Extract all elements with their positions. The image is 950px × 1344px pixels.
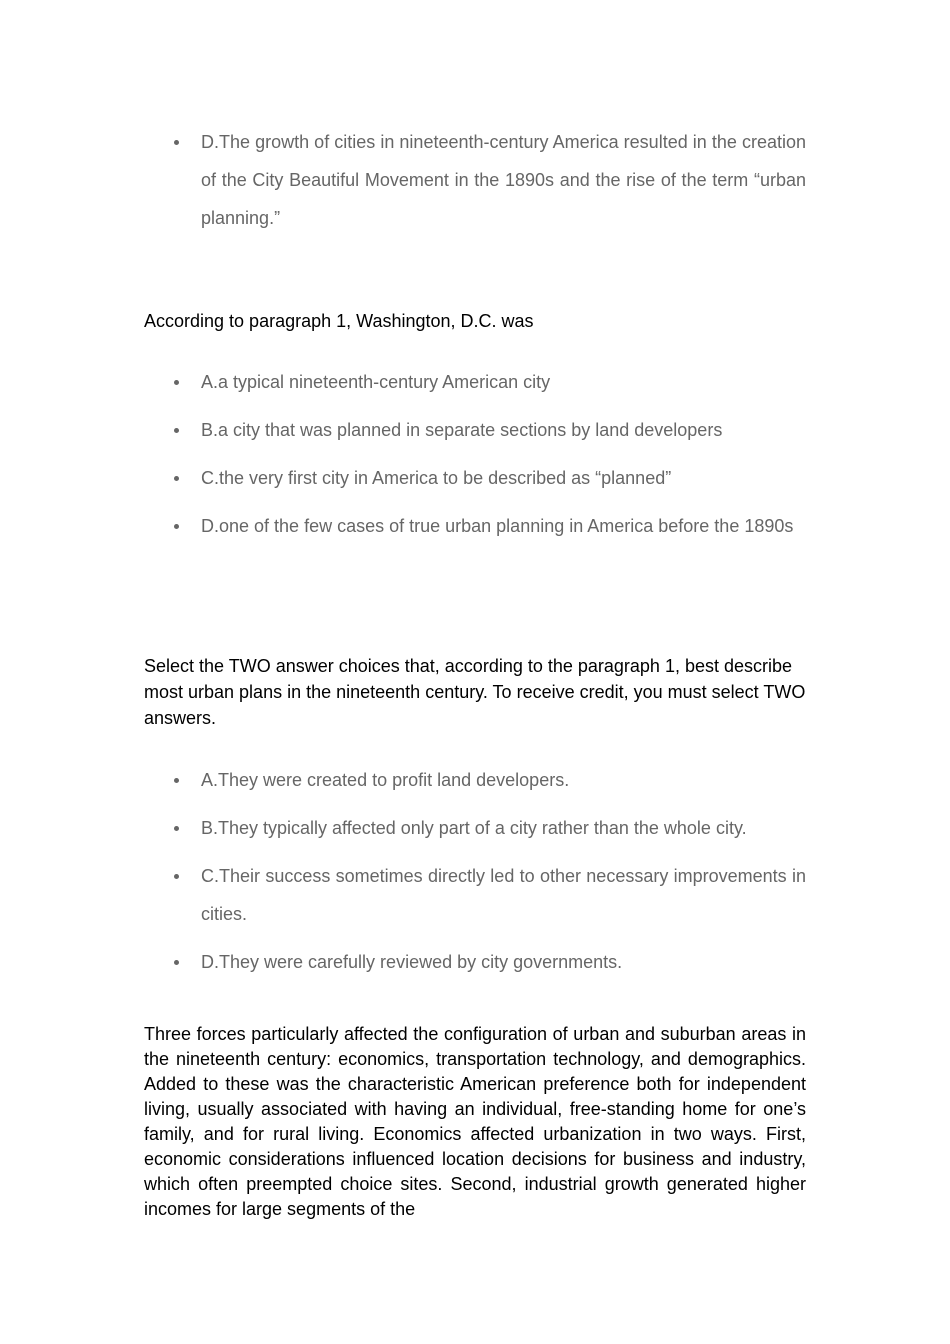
question-1-options xyxy=(144,363,806,545)
option-c[interactable]: C.Their success sometimes directly led to other necessary improvements in cities. xyxy=(144,857,806,933)
option-list xyxy=(144,363,806,545)
previous-question-options xyxy=(144,123,806,237)
option-d[interactable]: D.They were carefully reviewed by city governments. xyxy=(144,943,806,981)
option-a[interactable]: A.a typical nineteenth-century American city xyxy=(144,363,806,401)
option-list xyxy=(144,761,806,981)
question-1 xyxy=(144,308,806,334)
option-b[interactable]: B.They typically affected only part of a city rather than the whole city. xyxy=(144,809,806,847)
option-d[interactable]: D.The growth of cities in nineteenth-century America resulted in the creation of the City Beautiful Movement in the 1890s and the rise of the term “urban planning.” xyxy=(144,123,806,237)
question-2 xyxy=(144,653,806,731)
question-2-options xyxy=(144,761,806,981)
option-a[interactable]: A.They were created to profit land developers. xyxy=(144,761,806,799)
option-list xyxy=(144,123,806,237)
option-d[interactable]: D.one of the few cases of true urban planning in America before the 1890s xyxy=(144,507,806,545)
option-b[interactable]: B.a city that was planned in separate sections by land developers xyxy=(144,411,806,449)
question-2-prompt: Select the TWO answer choices that, according to the paragraph 1, best describe most urban plans in the nineteenth century. To receive credit, you must select TWO answers. xyxy=(144,656,806,728)
passage-text: Three forces particularly affected the configuration of urban and suburban areas in the nineteenth century: economics, transportation technology, and demographics. Added to these was the characteristic American preference both for independent living, usually associated with having an individual, free-standing home for one’s family, and for rural living. Economics affected urbanization in two ways. First, economic considerations influenced location decisions for business and industry, which often preempted choice sites. Second, industrial growth generated higher incomes for large segments of the xyxy=(144,1024,806,1219)
passage-paragraph xyxy=(144,1022,806,1222)
option-c[interactable]: C.the very first city in America to be described as “planned” xyxy=(144,459,806,497)
question-1-prompt: According to paragraph 1, Washington, D.C. was xyxy=(144,311,534,331)
